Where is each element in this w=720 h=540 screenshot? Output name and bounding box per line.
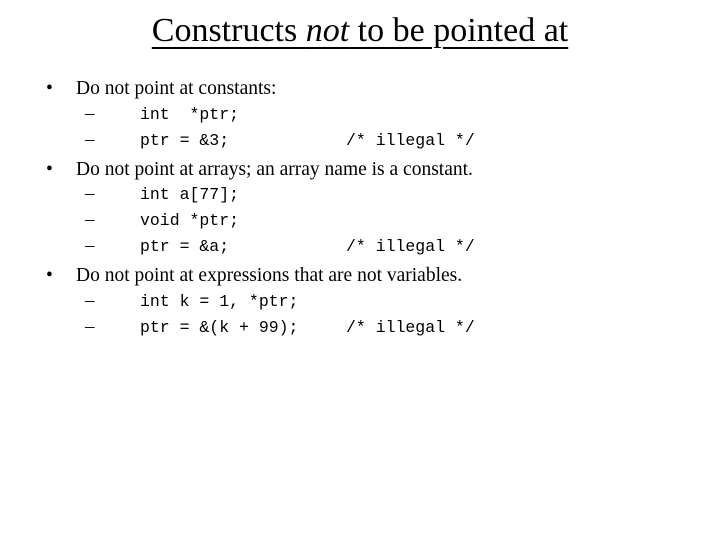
- code-comment: /* illegal */: [346, 237, 475, 256]
- bullet-dot: •: [46, 265, 53, 286]
- bullet-point: [46, 264, 462, 288]
- code-text: ptr = &3;: [140, 131, 230, 150]
- code-text: int a[77];: [140, 185, 240, 204]
- title-post: to be pointed at: [349, 12, 569, 49]
- title-pre: Constructs: [151, 12, 306, 49]
- dash-marker: –: [85, 209, 95, 230]
- bullet-dot: •: [46, 78, 53, 99]
- dash-marker: –: [85, 103, 95, 124]
- dash-marker: –: [85, 129, 95, 150]
- code-comment: /* illegal */: [346, 131, 475, 150]
- code-text: int *ptr;: [140, 105, 240, 124]
- dash-marker: –: [85, 183, 95, 204]
- slide-title-text: [152, 12, 568, 49]
- title-emphasis: not: [305, 12, 350, 49]
- dash-marker: –: [85, 290, 95, 311]
- code-text: int k = 1, *ptr;: [140, 292, 299, 311]
- code-text: void *ptr;: [140, 211, 240, 230]
- bullet-text: Do not point at arrays; an array name is a constant.: [76, 159, 473, 180]
- bullet-point: [46, 77, 276, 101]
- bullet-dot: •: [46, 159, 53, 180]
- bullet-text: Do not point at expressions that are not variables.: [76, 265, 463, 286]
- code-comment: /* illegal */: [346, 318, 475, 337]
- slide-title: [0, 9, 720, 53]
- dash-marker: –: [85, 316, 95, 337]
- bullet-text: Do not point at constants:: [76, 78, 277, 99]
- code-text: ptr = &a;: [140, 237, 230, 256]
- bullet-point: [46, 158, 473, 182]
- code-text: ptr = &(k + 99);: [140, 318, 299, 337]
- dash-marker: –: [85, 235, 95, 256]
